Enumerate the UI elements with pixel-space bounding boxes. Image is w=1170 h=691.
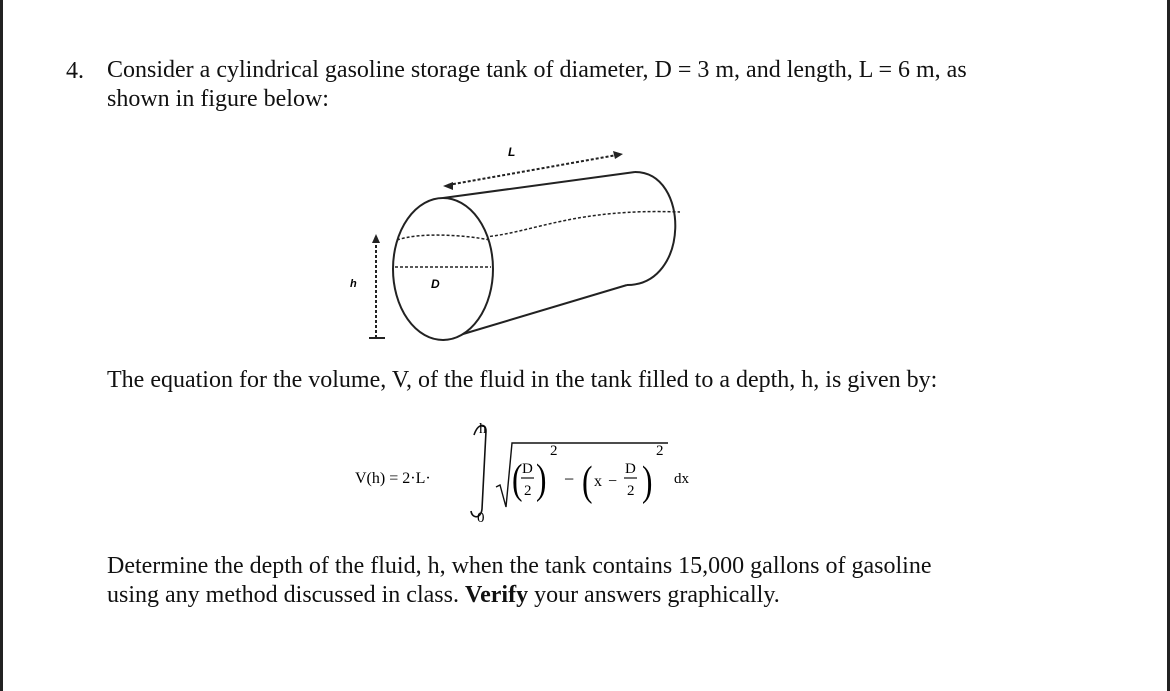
equation-intro: The equation for the volume, V, of the fluid in the tank filled to a depth, h, is given by: (107, 367, 938, 393)
tank-figure (345, 140, 685, 345)
fluid-surface-line (485, 212, 680, 237)
length-arrow (448, 155, 617, 185)
fraction-two-1: 2 (524, 483, 532, 499)
integral-sign (471, 425, 486, 516)
equation-lhs: V(h) = 2·L· (355, 470, 431, 487)
cylinder-back-end (627, 172, 675, 285)
task-paragraph (107, 552, 931, 610)
right-paren-1: ) (536, 456, 547, 504)
task-text-part-2: your answers graphically. (528, 582, 780, 608)
question-number: 4. (66, 58, 84, 84)
left-paren-2: ( (582, 458, 593, 506)
height-marker-head (372, 234, 380, 243)
left-border (0, 0, 3, 691)
x-variable: x (594, 473, 602, 490)
verify-emphasis: Verify (464, 582, 529, 608)
fraction-d-1: D (522, 461, 533, 477)
volume-equation (350, 415, 710, 530)
exponent-1: 2 (550, 443, 558, 459)
minus-sign-1: − (564, 469, 575, 489)
diameter-label: D (431, 277, 440, 291)
dx-label: dx (674, 471, 689, 487)
question-intro (107, 56, 967, 114)
task-text-part-1: using any method discussed in class. (107, 582, 465, 608)
fraction-two-2: 2 (627, 483, 635, 499)
lower-limit: 0 (477, 510, 485, 526)
tank-front-circle (393, 198, 493, 340)
length-label: L (508, 145, 516, 159)
right-paren-2: ) (642, 458, 653, 506)
task-line-1: Determine the depth of the fluid, h, when the tank contains 15,000 gallons of gasoline (107, 553, 932, 579)
task-line-2 (107, 581, 931, 610)
intro-line-1: Consider a cylindrical gasoline storage tank of diameter, D = 3 m, and length, L = 6 m, as (107, 57, 967, 83)
fraction-d-2: D (625, 461, 636, 477)
height-label: h (350, 278, 357, 290)
exponent-2: 2 (656, 443, 664, 459)
minus-sign-2: − (608, 473, 618, 490)
length-arrow-head-right (613, 151, 623, 159)
left-paren-1: ( (512, 456, 523, 504)
intro-line-2: shown in figure below: (107, 86, 329, 112)
upper-limit: h (479, 421, 487, 437)
length-arrow-head-left (443, 182, 453, 190)
cylinder-top-edge (443, 172, 635, 198)
